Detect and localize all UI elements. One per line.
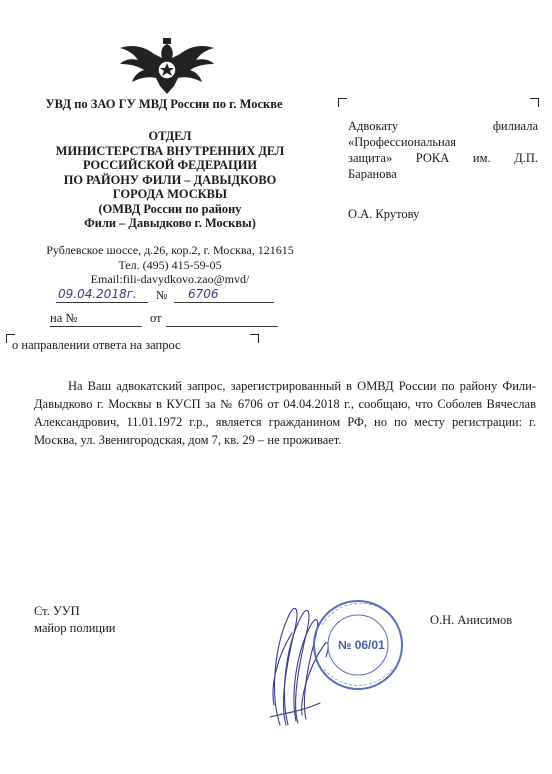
signature-and-stamp <box>240 585 420 735</box>
letter-body <box>34 377 536 449</box>
addressee-line: «Профессиональная <box>348 135 457 149</box>
dept-line: Фили – Давыдково г. Москвы) <box>84 216 256 230</box>
dept-line: ПО РАЙОНУ ФИЛИ – ДАВЫДКОВО <box>63 172 277 187</box>
reference-number-line <box>32 310 292 328</box>
from-label: от <box>150 311 162 325</box>
addressee-word: Адвокату <box>348 119 399 133</box>
department-block <box>20 129 320 231</box>
signer-position-line: Ст. УУП <box>34 604 80 618</box>
corner-bracket-icon <box>250 334 259 343</box>
addressee-word: защита» <box>348 151 393 165</box>
dept-line: ОТДЕЛ <box>148 129 192 143</box>
number-underline <box>174 302 274 303</box>
handwritten-number: 6706 <box>188 287 219 301</box>
email-line: Email:fili-davydkovo.zao@mvd/ <box>90 272 250 286</box>
date-underline <box>56 302 148 303</box>
addressee-line <box>348 118 538 134</box>
reply-subject: о направлении ответа на запрос <box>12 338 181 352</box>
addressee-word: РОКА <box>415 151 450 165</box>
on-number-underline <box>50 326 142 327</box>
addressee-word: им. <box>472 151 491 165</box>
on-number-label: на № <box>50 311 78 325</box>
dept-line: РОССИЙСКОЙ ФЕДЕРАЦИИ <box>83 158 257 172</box>
dept-line: МИНИСТЕРСТВА ВНУТРЕННИХ ДЕЛ <box>55 143 285 158</box>
phone-line: Тел. (495) 415-59-05 <box>118 257 222 272</box>
stamp-number: № 06/01 <box>338 638 385 652</box>
addressee-word: Д.П. <box>514 151 538 165</box>
org-top-line: УВД по ЗАО ГУ МВД России по г. Москве <box>45 97 283 111</box>
from-underline <box>166 326 278 327</box>
dept-line: ГОРОДА МОСКВЫ <box>112 187 228 201</box>
signer-position <box>34 603 115 637</box>
address-block <box>20 243 320 287</box>
addressee-line <box>348 150 538 166</box>
outgoing-date-number-line <box>56 286 296 304</box>
corner-bracket-icon <box>530 98 539 107</box>
addressee-word: филиала <box>492 119 538 133</box>
handwritten-date: 09.04.2018г. <box>58 287 137 301</box>
number-label: № <box>156 288 168 302</box>
signer-name: О.Н. Анисимов <box>430 613 513 627</box>
addressee-line: Баранова <box>348 167 397 181</box>
body-paragraph: На Ваш адвокатский запрос, зарегистрированный в ОМВД России по району Фили-Давыдково г. Москвы в КУСП за № 6706 от 04.04.2018 г., сообщаю, что Соболев Вячеслав Александрович, 11.01.1972 г.р., является гражданином РФ, но по месту регистрации: г. Москва, ул. Звенигородская, дом 7, кв. 29 – не проживает. <box>34 379 536 447</box>
addressee-block <box>348 118 538 222</box>
addressee-name: О.А. Крутову <box>348 207 420 221</box>
address-line: Рублевское шоссе, д.26, кор.2, г. Москва, 121615 <box>46 243 294 257</box>
dept-line: (ОМВД России по району <box>98 201 242 216</box>
signer-rank-line: майор полиции <box>34 621 116 635</box>
mvd-emblem-icon <box>118 36 216 98</box>
corner-bracket-icon <box>338 98 347 107</box>
